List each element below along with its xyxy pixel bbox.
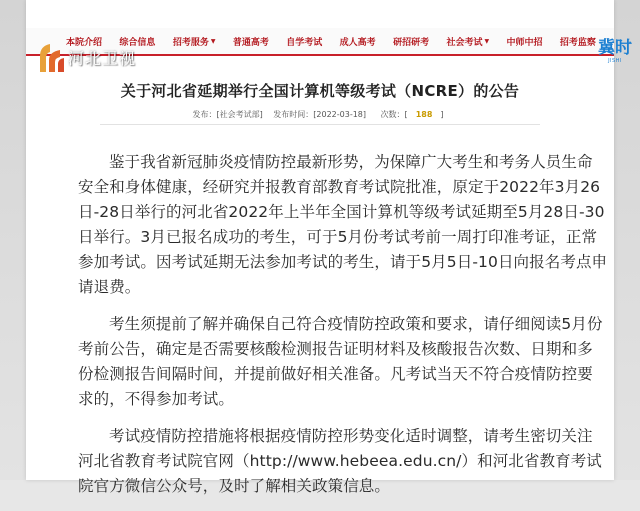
- views-count: 188: [415, 110, 433, 119]
- nav-item-label: 综合信息: [119, 37, 156, 48]
- nav-item-label: 招考服务: [172, 37, 209, 48]
- nav-item-label: 研招研考: [393, 37, 430, 48]
- caret-down-icon: ▼: [484, 37, 490, 45]
- nav-item-self-study-exam[interactable]: [286, 35, 322, 48]
- nav-item-label: 中师中招: [506, 37, 543, 48]
- hebei-tv-watermark: [36, 40, 136, 74]
- hebei-tv-logo-icon: [36, 40, 66, 74]
- nav-item-label: 社会考试: [446, 37, 483, 48]
- watermark-subtext: JISHI: [608, 58, 622, 64]
- title-divider: [100, 124, 540, 125]
- paragraph-text: 鉴于我省新冠肺炎疫情防控最新形势，为保障广大考生和考务人员生命安全和身体健康，经研究并报教育部教育考试院批准，原定于2022年3月26日-28日举行的河北省2022年上半年全国计算机等级考试延期至5月28日-30日举行。3月已报名成功的考生，可于5月份考试考前一周打印准考证，正常参加考试。因考试延期无法参加考试的考生，请于5月5日-10日向报名考点申请退费。: [78, 153, 608, 296]
- nav-item-label: 成人高考: [339, 37, 376, 48]
- paragraph-text: 考生须提前了解并确保自己符合疫情防控政策和要求，请仔细阅读5月份考前公告，确定是否需要核酸检测报告证明材料及核酸报告次数、日期和多份检测报告间隔时间，并提前做好相关准备。凡考试当天不符合疫情防控要求的，不得参加考试。: [78, 315, 603, 408]
- nav-item-adult-exam[interactable]: [340, 35, 376, 48]
- page-margin-left: [0, 0, 26, 480]
- nav-item-label: 自学考试: [286, 37, 323, 48]
- nav-item-exam-services[interactable]: [173, 35, 216, 48]
- paragraph-text: 考试疫情防控措施将根据疫情防控形势变化适时调整，请考生密切关注河北省教育考试院官网（http://www.hebeea.edu.cn/）和河北省教育考试院官方微信公众号，及时了解相关政策信息。: [78, 427, 602, 495]
- article-body: [78, 150, 608, 511]
- article-publish-time: 发布时间：[2022-03-18]: [273, 110, 367, 119]
- nav-item-graduate-exam[interactable]: [393, 35, 429, 48]
- article-paragraph: [78, 150, 608, 300]
- nav-item-secondary-exams[interactable]: [507, 35, 543, 48]
- nav-item-label: 招考监察: [559, 37, 596, 48]
- article-publisher: 发布：[社会考试部]: [192, 110, 263, 119]
- watermark-text: 河北卫视: [68, 48, 137, 68]
- nav-item-gaokao[interactable]: [233, 35, 269, 48]
- article-meta: [0, 109, 640, 120]
- watermark-text: 冀时: [598, 38, 632, 58]
- nav-item-social-exams[interactable]: [446, 35, 489, 48]
- views-label: 次数：[: [380, 110, 408, 119]
- article-paragraph: [78, 312, 608, 412]
- nav-item-label: 普通高考: [232, 37, 269, 48]
- article-views: [377, 110, 448, 119]
- article-title: 关于河北省延期举行全国计算机等级考试（NCRE）的公告: [120, 82, 520, 100]
- jishi-watermark: [594, 38, 636, 78]
- article-paragraph: [78, 424, 608, 499]
- nav-item-label: 本院介绍: [66, 37, 103, 48]
- views-label-end: ]: [440, 110, 444, 119]
- caret-down-icon: ▼: [210, 37, 216, 45]
- nav-item-exam-supervision[interactable]: [560, 35, 596, 48]
